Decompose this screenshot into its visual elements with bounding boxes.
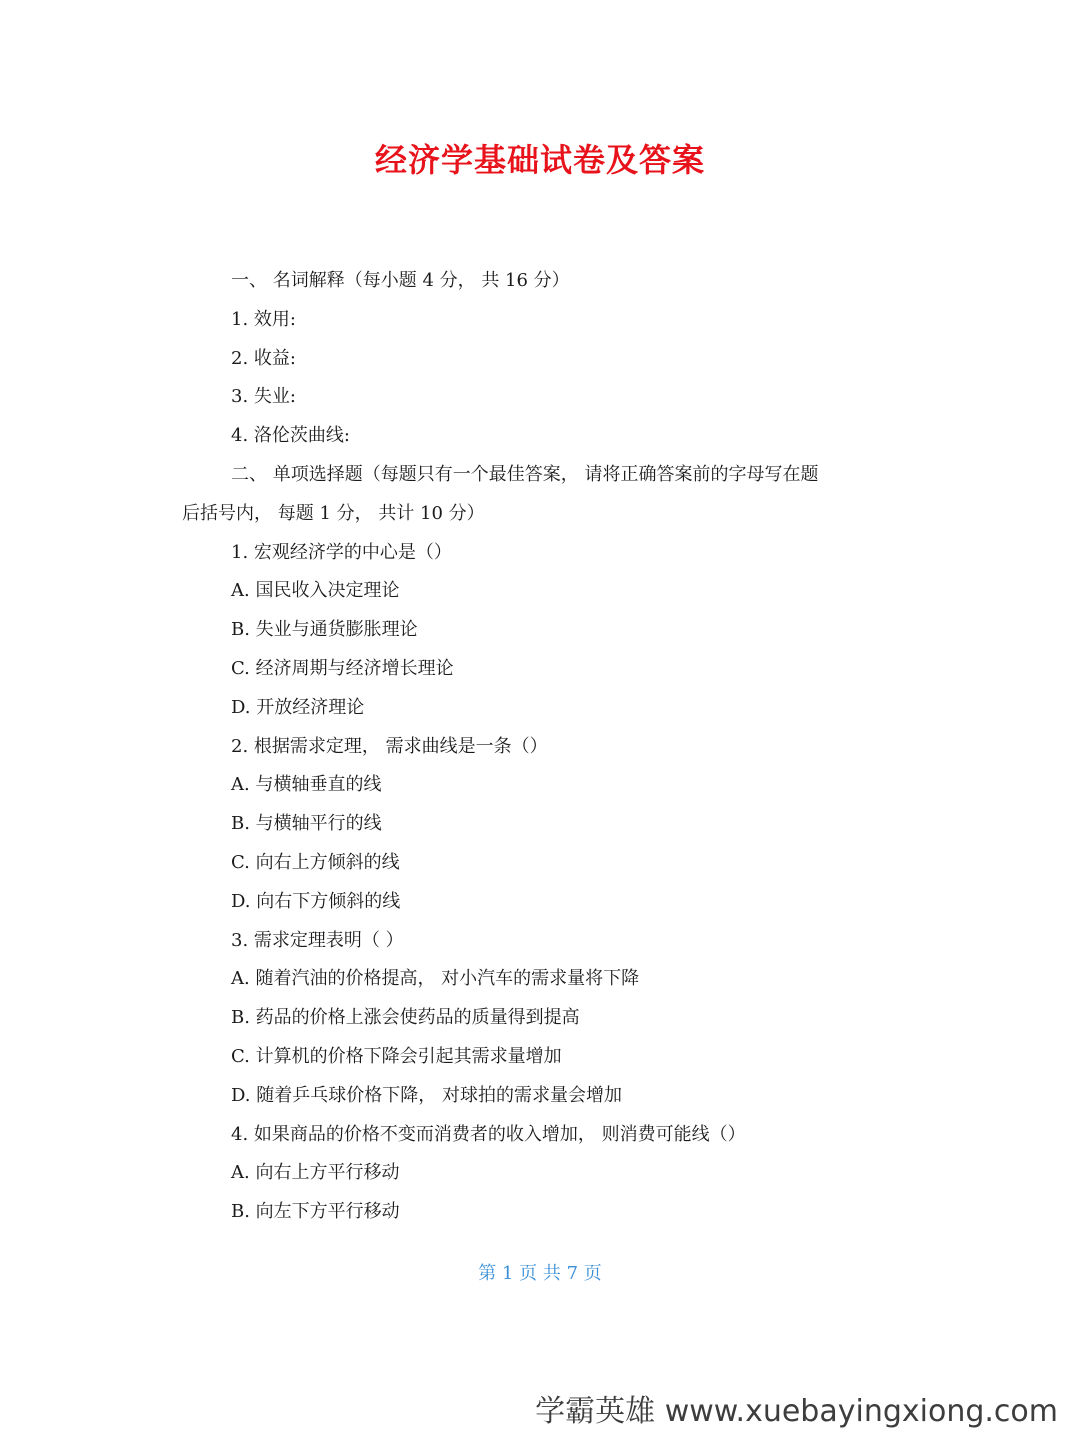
option-line: C. 向右上方倾斜的线 — [231, 851, 400, 873]
option-line: B. 与横轴平行的线 — [231, 813, 382, 835]
option-line: D. 向右下方倾斜的线 — [231, 890, 401, 912]
option-line: B. 向左下方平行移动 — [231, 1201, 400, 1223]
question-line: 4. 如果商品的价格不变而消费者的收入增加， 则消费可能线（） — [231, 1123, 746, 1145]
option-line: B. 药品的价格上涨会使药品的质量得到提高 — [231, 1007, 580, 1029]
option-line: D. 随着乒乓球价格下降， 对球拍的需求量会增加 — [231, 1084, 622, 1106]
document-title: 经济学基础试卷及答案 — [374, 141, 705, 179]
option-line: A. 向右上方平行移动 — [231, 1162, 400, 1184]
question-line: 1. 宏观经济学的中心是（） — [231, 541, 452, 563]
site-watermark: 学霸英雄 www.xuebayingxiong.com — [535, 1394, 1058, 1429]
question-line: 2. 收益: — [231, 347, 296, 369]
page-number: 第 1 页 共 7 页 — [478, 1263, 602, 1284]
option-line: A. 随着汽油的价格提高， 对小汽车的需求量将下降 — [231, 968, 640, 990]
option-line: B. 失业与通货膨胀理论 — [231, 619, 418, 641]
section-heading: 二、 单项选择题（每题只有一个最佳答案， 请将正确答案前的字母写在题 — [231, 463, 819, 485]
question-line: 3. 失业: — [231, 386, 296, 408]
option-line: A. 与横轴垂直的线 — [231, 774, 382, 796]
question-line: 3. 需求定理表明（ ） — [231, 929, 404, 951]
option-line: C. 计算机的价格下降会引起其需求量增加 — [231, 1045, 562, 1067]
option-line: C. 经济周期与经济增长理论 — [231, 657, 454, 679]
question-line: 2. 根据需求定理， 需求曲线是一条（） — [231, 735, 548, 757]
section-heading: 一、 名词解释（每小题 4 分， 共 16 分） — [231, 270, 570, 291]
question-line: 4. 洛伦茨曲线: — [231, 425, 350, 447]
question-line: 1. 效用: — [231, 308, 296, 330]
option-line: D. 开放经济理论 — [231, 696, 365, 718]
option-line: A. 国民收入决定理论 — [231, 580, 400, 602]
section-heading-continued: 后括号内， 每题 1 分， 共计 10 分） — [182, 502, 485, 524]
document-body — [182, 262, 902, 1232]
